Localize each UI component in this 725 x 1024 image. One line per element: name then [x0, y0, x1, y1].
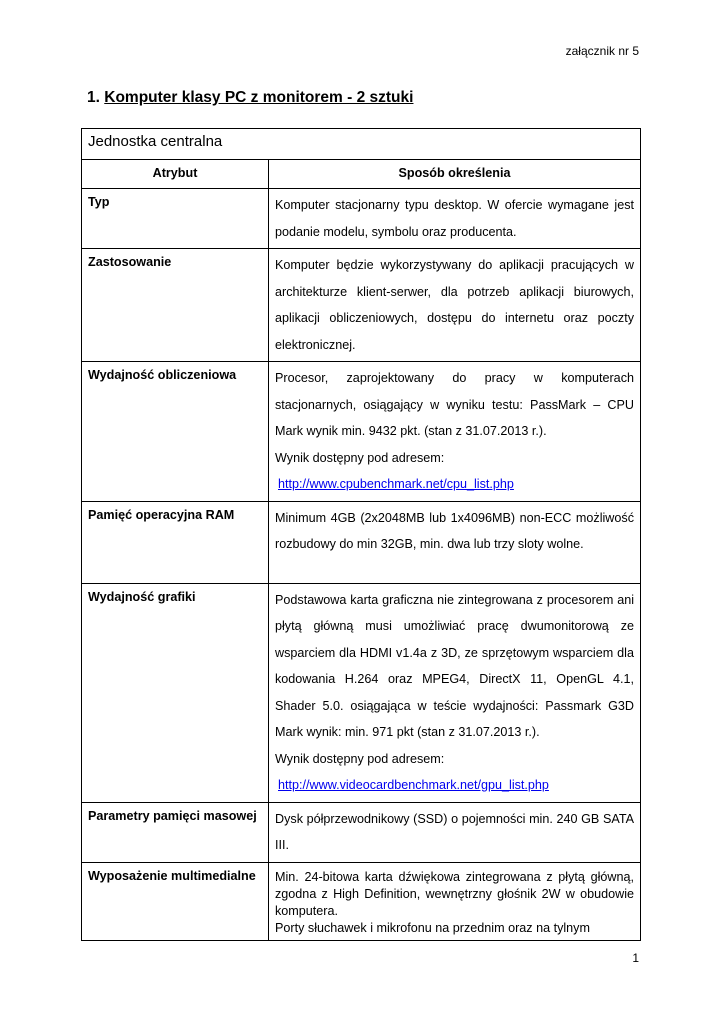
row-value-text: Wynik dostępny pod adresem: — [275, 751, 445, 766]
row-value-text: Wynik dostępny pod adresem: — [275, 450, 445, 465]
row-value — [269, 189, 641, 249]
row-value-text: Podstawowa karta graficzna nie zintegrowana z procesorem ani płytą główną musi umożliwiać pracę dwumonitorową ze wsparciem dla HDMI v1.4a z 3D, ze sprzętowym wsparciem dla kodowania H.264 oraz MPEG4, DirectX 11, OpenGL 4.1, Shader 5.0. osiągająca w teście wydajności: Passmark G3D Mark wynik: min. 971 pkt (stan z 31.07.2013 r.). — [275, 592, 634, 739]
section-heading — [87, 89, 413, 107]
column-header-specification: Sposób określenia — [269, 160, 641, 189]
row-value-text: Komputer będzie wykorzystywany do aplikacji pracujących w architekturze klient-serwer, dla potrzeb aplikacji biurowych, aplikacji obliczeniowych, dostępu do internetu oraz poczty elektronicznej. — [275, 258, 634, 352]
column-header-attribute: Atrybut — [82, 160, 269, 189]
table-row — [82, 802, 641, 862]
cpu-benchmark-link[interactable]: http://www.cpubenchmark.net/cpu_list.php — [278, 477, 514, 491]
gpu-benchmark-link[interactable]: http://www.videocardbenchmark.net/gpu_list.php — [278, 778, 549, 792]
table-title-row — [82, 129, 641, 160]
row-attribute: Parametry pamięci masowej — [82, 802, 269, 862]
table-row — [82, 249, 641, 362]
table-row — [82, 583, 641, 802]
table-row — [82, 189, 641, 249]
row-value — [269, 583, 641, 802]
row-value — [269, 362, 641, 502]
row-attribute: Pamięć operacyjna RAM — [82, 501, 269, 583]
table-row — [82, 501, 641, 583]
section-number: 1. — [87, 89, 100, 106]
row-attribute: Wydajność grafiki — [82, 583, 269, 802]
row-value — [269, 249, 641, 362]
row-attribute: Typ — [82, 189, 269, 249]
page-number: 1 — [632, 951, 639, 965]
row-value-text: Min. 24-bitowa karta dźwiękowa zintegrowana z płytą główną, zgodna z High Definition, wewnętrzny głośnik 2W w obudowie komputera. — [275, 869, 634, 918]
row-value-text: Komputer stacjonarny typu desktop. W ofercie wymagane jest podanie modelu, symbolu oraz producenta. — [275, 198, 634, 239]
row-value-text: Porty słuchawek i mikrofonu na przednim oraz na tylnym — [275, 920, 590, 935]
table-row — [82, 862, 641, 940]
row-value-text: Minimum 4GB (2x2048MB lub 1x4096MB) non-ECC możliwość rozbudowy do min 32GB, min. dwa lub trzy sloty wolne. — [275, 510, 634, 551]
table-title: Jednostka centralna — [82, 129, 641, 160]
table-row — [82, 362, 641, 502]
row-attribute: Wydajność obliczeniowa — [82, 362, 269, 502]
row-attribute: Wyposażenie multimedialne — [82, 862, 269, 940]
table-header-row — [82, 160, 641, 189]
row-attribute: Zastosowanie — [82, 249, 269, 362]
section-title: Komputer klasy PC z monitorem - 2 sztuki — [104, 89, 414, 106]
row-value — [269, 501, 641, 583]
row-value — [269, 802, 641, 862]
row-value — [269, 862, 641, 940]
attachment-label: załącznik nr 5 — [565, 44, 639, 58]
spec-table — [81, 128, 641, 941]
row-value-text: Procesor, zaprojektowany do pracy w komputerach stacjonarnych, osiągający w wyniku testu: PassMark – CPU Mark wynik min. 9432 pkt. (stan z 31.07.2013 r.). — [275, 371, 634, 438]
row-value-text: Dysk półprzewodnikowy (SSD) o pojemności min. 240 GB SATA III. — [275, 811, 634, 852]
